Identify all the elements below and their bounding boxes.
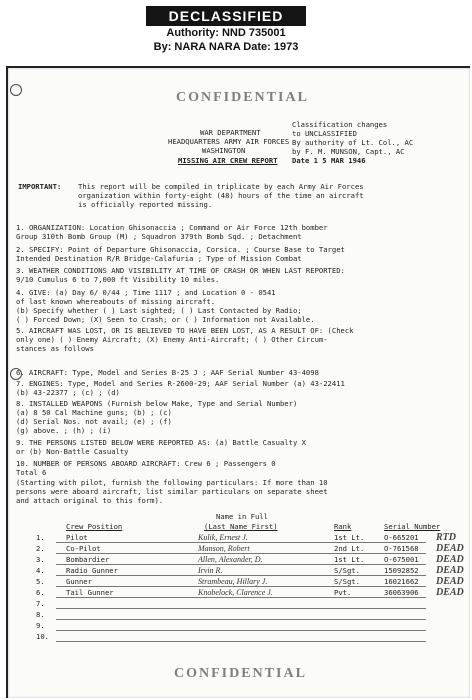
important-label: IMPORTANT: [18, 182, 62, 191]
classification-to: to UNCLASSIFIED [292, 129, 357, 138]
item-8-line-c: (d) Serial Nos. not avail; (e) ; (f) [16, 417, 172, 426]
item-4-line-c: (b) Specify whether ( ) Last sighted; ( ) Last Contacted by Radio; [16, 306, 302, 315]
dept-line-1: WAR DEPARTMENT [200, 128, 261, 137]
classification-date: Date 1 5 MAR 1946 [292, 156, 366, 165]
crew-row-number: 9. [36, 621, 45, 630]
item-1-line-b: Group 310th Bomb Group (M) ; Squadron 379th Bomb Sqd. ; Detachment [16, 232, 302, 241]
item-8-line-d: (g) above. ; (h) ; (i) [16, 426, 112, 435]
crew-name: Irvin R. [198, 566, 223, 575]
crew-serial: 16021662 [384, 577, 419, 586]
crew-status-note: DEAD [436, 565, 464, 576]
item-3-line-b: 9/10 Cumulus 6 to 7,000 ft Visibility 10 miles. [16, 275, 220, 284]
crew-row-rule [56, 553, 426, 554]
crew-name: Knobelock, Clarence J. [198, 588, 273, 597]
crew-row-rule [56, 564, 426, 565]
item-5-line-c: stances as follows [16, 344, 94, 353]
header-rank: Rank [334, 522, 352, 531]
crew-name: Kulik, Ernest J. [198, 533, 248, 542]
item-2-line-b: Intended Destination R/R Bridge-Calafuria ; Type of Mission Combat [16, 254, 302, 263]
by-line: By: NARA NARA Date: 1973 [153, 41, 299, 53]
crew-serial: O-665201 [384, 533, 419, 542]
important-line-3: is officially reported missing. [78, 200, 213, 209]
crew-status-note: DEAD [436, 576, 464, 587]
crew-status-note: DEAD [436, 543, 464, 554]
crew-position: Bombardier [66, 555, 110, 564]
punch-hole-icon [10, 84, 22, 96]
crew-row-number: 5. [36, 577, 45, 586]
confidential-stamp-bottom: CONFIDENTIAL [174, 666, 307, 681]
crew-row-number: 6. [36, 588, 45, 597]
declassification-banner [146, 6, 306, 54]
crew-rank: Pvt. [334, 588, 352, 597]
crew-status-note: DEAD [436, 587, 464, 598]
important-line-2: organization within forty-eight (48) hours of the time an aircraft [78, 191, 364, 200]
item-5-line-a: 5. AIRCRAFT WAS LOST, OR IS BELIEVED TO HAVE BEEN LOST, AS A RESULT OF: (Check [16, 326, 354, 335]
crew-row-rule [56, 630, 426, 631]
item-10-line-e: and attach original to this form). [16, 496, 164, 505]
header-name: (Last Name First) [204, 522, 278, 531]
crew-status-note: RTD [436, 532, 456, 543]
item-6: 6. AIRCRAFT: Type, Model and Series B-25 J ; AAF Serial Number 43-4098 [16, 368, 319, 377]
crew-row-number: 4. [36, 566, 45, 575]
item-10-line-d: persons were aboard aircraft, list similar particulars on separate sheet [16, 487, 328, 496]
header-serial: Serial Number [384, 522, 441, 531]
crew-position: Pilot [66, 533, 88, 542]
classification-label: Classification changes [292, 120, 388, 129]
crew-position: Tail Gunner [66, 588, 114, 597]
crew-row-rule [56, 542, 426, 543]
dept-line-2: HEADQUARTERS ARMY AIR FORCES [168, 137, 290, 146]
crew-row-rule [56, 641, 426, 642]
item-10-line-a: 10. NUMBER OF PERSONS ABOARD AIRCRAFT: Crew 6 ; Passengers 0 [16, 459, 276, 468]
crew-name: Manson, Robert [198, 544, 250, 553]
item-8-line-a: 8. INSTALLED WEAPONS (Furnish below Make, Type and Serial Number) [16, 399, 298, 408]
crew-row-number: 1. [36, 533, 45, 542]
declassified-title: DECLASSIFIED [146, 6, 306, 26]
item-9-line-a: 9. THE PERSONS LISTED BELOW WERE REPORTED AS: (a) Battle Casualty X [16, 438, 306, 447]
item-5-line-b: only one) ( ) Enemy Aircraft; (X) Enemy Anti-Aircraft; ( ) Other Circum- [16, 335, 328, 344]
crew-row-rule [56, 619, 426, 620]
report-title: MISSING AIR CREW REPORT [178, 156, 278, 165]
crew-row-rule [56, 586, 426, 587]
crew-serial: O-761568 [384, 544, 419, 553]
header-crew-position: Crew Position [66, 522, 123, 531]
crew-position: Gunner [66, 577, 92, 586]
crew-rank: S/Sgt. [334, 577, 360, 586]
crew-serial: 15092852 [384, 566, 419, 575]
item-7-line-b: (b) 43-22377 ; (c) ; (d) [16, 388, 120, 397]
classification-by: By authority of Lt. Col., AC [292, 138, 414, 147]
crew-rank: 2nd Lt. [334, 544, 365, 553]
crew-row-rule [56, 575, 426, 576]
confidential-stamp-top: CONFIDENTIAL [176, 90, 309, 105]
item-7-line-a: 7. ENGINES: Type, Model and Series R-2600-29; AAF Serial Number (a) 43-22411 [16, 379, 345, 388]
crew-row-rule [56, 608, 426, 609]
item-10-line-c: (Starting with pilot, furnish the following particulars: If more than 10 [16, 478, 328, 487]
crew-name: Strambeau, Hillary J. [198, 577, 268, 586]
crew-rank: 1st Lt. [334, 555, 365, 564]
crew-serial: 36063906 [384, 588, 419, 597]
crew-position: Co-Pilot [66, 544, 101, 553]
item-4-line-a: 4. GIVE: (a) Day 6/ 0/44 ; Time 1117 ; and Location 0 - 0541 [16, 288, 276, 297]
item-1-line-a: 1. ORGANIZATION: Location Ghisonaccia ; Command or Air Force 12th bomber [16, 223, 328, 232]
crew-row-rule [56, 597, 426, 598]
item-3-line-a: 3. WEATHER CONDITIONS AND VISIBILITY AT TIME OF CRASH OR WHEN LAST REPORTED: [16, 266, 345, 275]
crew-row-number: 7. [36, 599, 45, 608]
report-sheet [6, 66, 470, 698]
crew-status-note: DEAD [436, 554, 464, 565]
important-line-1: This report will be compiled in triplicate by each Army Air Forces [78, 182, 364, 191]
item-10-line-b: Total 6 [16, 468, 47, 477]
item-2-line-a: 2. SPECIFY: Point of Departure Ghisonaccia, Corsica. ; Course Base to Target [16, 245, 345, 254]
crew-rank: S/Sgt. [334, 566, 360, 575]
crew-row-number: 3. [36, 555, 45, 564]
item-4-line-d: ( ) Forced Down; (X) Seen to Crash; or ( ) Information not Available. [16, 315, 315, 324]
item-8-line-b: (a) 8 50 Cal Machine guns; (b) ; (c) [16, 408, 172, 417]
authority-line: Authority: NND 735001 [166, 27, 286, 39]
item-9-line-b: or (b) Non-Battle Casualty [16, 447, 129, 456]
crew-row-number: 10. [36, 632, 49, 641]
crew-name: Allen, Alexander, D. [198, 555, 263, 564]
name-in-full-label: Name in Full [216, 512, 268, 521]
crew-position: Radio Gunner [66, 566, 118, 575]
item-4-line-b: of last known whereabouts of missing aircraft. [16, 297, 216, 306]
crew-row-number: 2. [36, 544, 45, 553]
crew-rank: 1st Lt. [334, 533, 365, 542]
crew-serial: O-675001 [384, 555, 419, 564]
crew-row-number: 8. [36, 610, 45, 619]
classification-by-2: by F. M. MUNSON, Capt., AC [292, 147, 405, 156]
dept-line-3: WASHINGTON [202, 146, 246, 155]
